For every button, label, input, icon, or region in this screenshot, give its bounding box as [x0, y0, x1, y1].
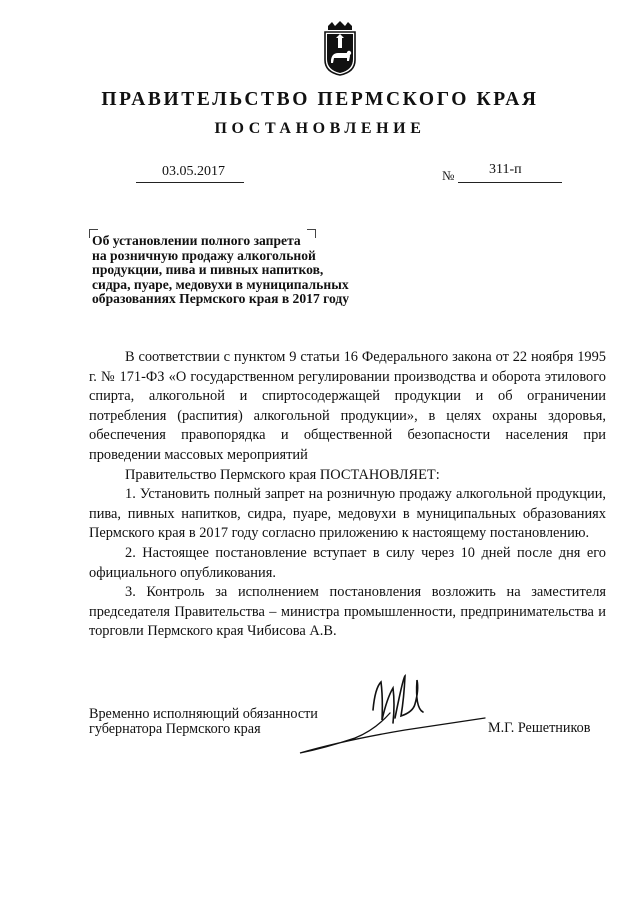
number-sign: №: [442, 168, 455, 183]
document-number: 311-п: [489, 162, 522, 177]
subject-line: Об установлении полного запрета: [92, 233, 301, 248]
handwritten-signature-icon: [285, 668, 495, 763]
resolves-paragraph: Правительство Пермского края ПОСТАНОВЛЯЕТ:: [125, 466, 440, 483]
item-paragraph: 1. Установить полный запрет на розничную продажу алкогольной продукции, пива, пивных напитков, сидра, пуаре, медовухи в муниципальных образованиях Пермского края в 2017 году согласно приложению к настоящему постановлению.: [89, 486, 606, 542]
signatory-position: [89, 707, 318, 736]
item-paragraph: 2. Настоящее постановление вступает в силу через 10 дней после дня его официального опубликования.: [89, 544, 606, 581]
government-title: ПРАВИТЕЛЬСТВО ПЕРМСКОГО КРАЯ: [101, 89, 539, 110]
signatory-position-line: губернатора Пермского края: [89, 720, 261, 737]
preamble-paragraph: В соответствии с пунктом 9 статьи 16 Федерального закона от 22 ноября 1995 г. № 171-ФЗ «О государственном регулировании производства и оборота этилового спирта, алкогольной и спиртосодержащей продукции и об ограничении потребления (распития) алкогольной продукции», в целях охраны здоровья, обеспечения правопорядка и общественной безопасности населения при проведении массовых мероприятий: [89, 349, 606, 463]
document-subject: [92, 234, 392, 307]
subject-line: на розничную продажу алкогольной: [92, 247, 316, 263]
signatory-position-line: Временно исполняющий обязанности: [89, 706, 318, 722]
number-underline: [458, 182, 562, 183]
date-underline: [136, 182, 244, 183]
document-body: [89, 348, 606, 642]
document-type: ПОСТАНОВЛЕНИЕ: [214, 120, 426, 137]
signatory-name: М.Г. Решетников: [488, 720, 591, 736]
subject-line: образованиях Пермского края в 2017 году: [92, 291, 350, 307]
item-paragraph: 3. Контроль за исполнением постановления возложить на заместителя председателя Правительства – министра промышленности, предпринимательства и торговли Пермского края Чибисова А.В.: [89, 584, 606, 640]
document-date: 03.05.2017: [162, 164, 225, 179]
subject-line: продукции, пива и пивных напитков,: [92, 262, 324, 278]
perm-krai-coat-of-arms-icon: [322, 20, 358, 76]
subject-line: сидра, пуаре, медовухи в муниципальных: [92, 276, 349, 292]
